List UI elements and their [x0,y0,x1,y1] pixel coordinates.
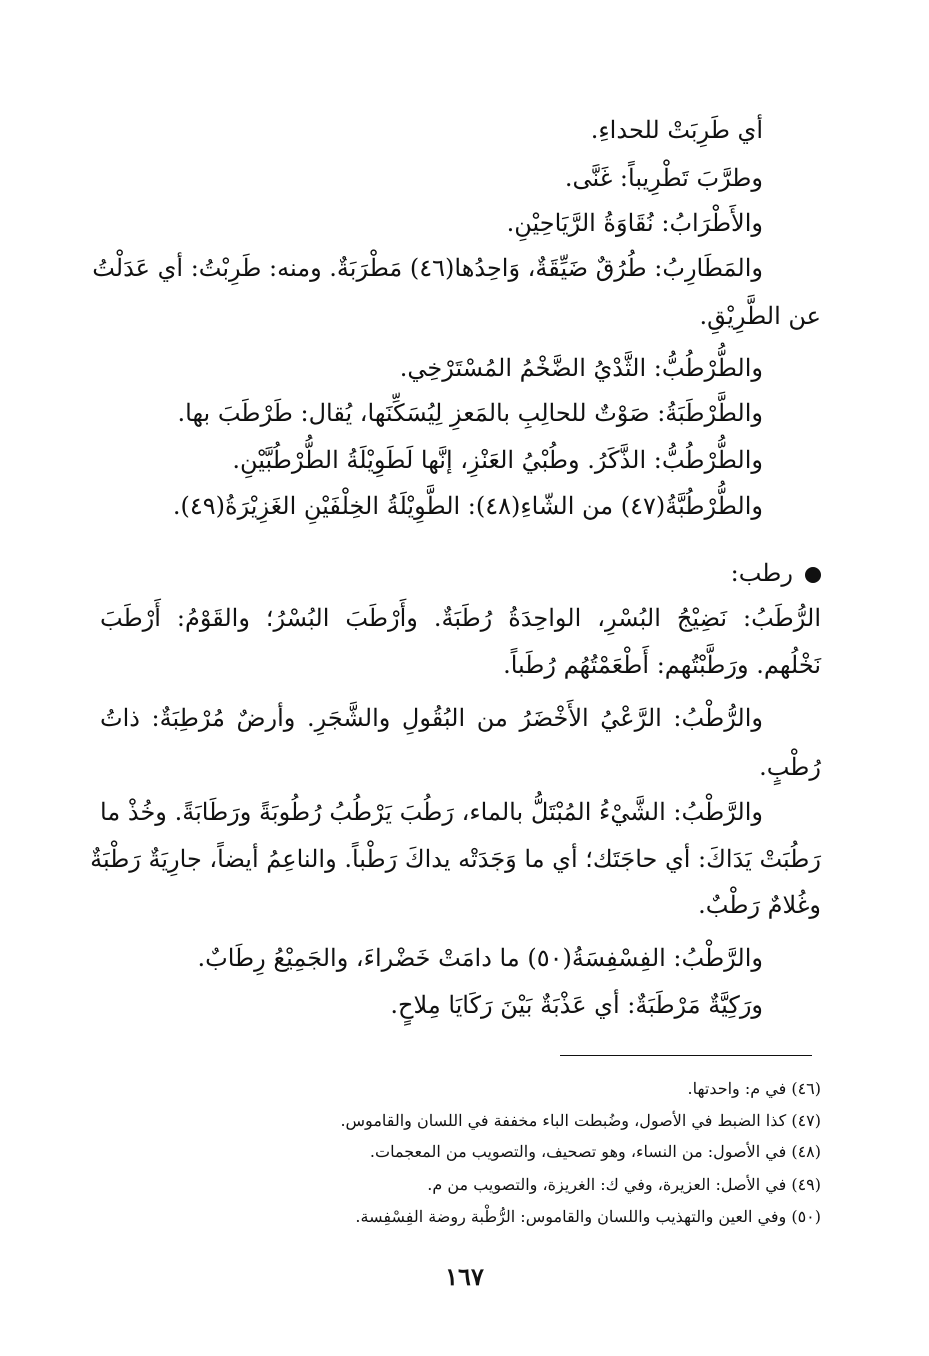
bullet-icon [805,567,821,583]
text-line-1: أي طَرِبَتْ للحداءِ. [590,116,763,144]
text-line-8: والطُّرْطُبُّ: الذَّكَرُ. وطُبْيُ العَنْزِ، إنَّها لَطَوِيْلَةُ الطُّرْطُبَّيْنِ. [232,446,763,474]
text-line-10: الرُّطَبُ: نَضِيْجُ البُسْرِ، الواحِدَةُ رُطَبَةٌ. وأَرْطَبَ البُسْرُ؛ والقَوْمُ: أَرْطَبَ [100,604,821,632]
entry-heading-text: رطب: [730,559,793,587]
text-line-9: والطُّرْطُبَّةُ(٤٧) من الشّاءِ(٤٨): الطَّوِيْلَةُ الخِلْفَيْنِ الغَزِيْرَةُ(٤٩). [172,492,763,520]
text-line-2: وطرَّبَ تَطْرِيباً: غَنَّى. [564,164,763,192]
text-line-15: رَطُبَتْ يَدَاكَ: أي حاجَتَك؛ أي ما وَجَدَتْه يداكَ رَطْباً. والناعِمُ أيضاً، جارِيَةٌ رَطْبَةٌ [90,845,821,873]
main-text [90,0,821,1050]
text-line-4: والمَطَارِبُ: طُرُقٌ ضَيِّقَةٌ، وَاحِدُها(٤٦) مَطْرَبَةٌ. ومنه: طَرِبْتُ: أي عَدَلْتُ [92,254,763,282]
text-line-7: والطَّرْطَبَةُ: صَوْتٌ للحالِبِ بالمَعزِ لِيُسَكِّنَها، يُقال: طَرْطَبَ بها. [177,399,763,427]
footnote-47: (٤٧) كذا الضبط في الأصول، وضُبطت الباء مخففة في اللسان والقاموس. [340,1111,821,1130]
page-number: ١٦٧ [445,1262,484,1291]
text-line-11: نَخْلُهم. ورَطَّبْتُهم: أَطْعَمْتُهُم رُطَباً. [503,651,821,679]
text-line-3: والأَطْرَابُ: نُقَاوَةُ الرَّيَاحِيْنِ. [506,209,763,237]
footnote-48: (٤٨) في الأصول: من النساء، وهو تصحيف، والتصويب من المعجمات. [369,1142,821,1161]
footnote-50: (٥٠) وفي العين والتهذيب واللسان والقاموس: الرُّطْبة روضة الفِسْفِسة. [355,1207,821,1226]
text-line-16: وغُلامٌ رَطْبٌ. [698,891,821,919]
text-line-12: والرُّطْبُ: الرَّعْيُ الأَخْضَرُ من البُقُولِ والشَّجَرِ. وأرضٌ مُرْطِبَةٌ: ذاتُ [100,704,763,732]
footnote-49: (٤٩) في الأصل: العزيرة، وفي ك: الغريزة، والتصويب من م. [427,1175,821,1194]
text-line-13: رُطْبٍ. [759,753,821,781]
text-line-5: عن الطَّرِيْقِ. [699,302,821,330]
footnote-46: (٤٦) في م: واحدتها. [687,1079,821,1098]
footnote-divider [560,1055,812,1056]
text-line-6: والطُّرْطُبُّ: الثَّدْيُ الضَّخْمُ المُسْتَرْخِي. [399,354,763,382]
text-line-17: والرَّطْبُ: الفِسْفِسَةُ(٥٠) ما دامَتْ خَضْراءَ، والجَمِيْعُ رِطَابٌ. [197,944,763,972]
entry-heading [731,548,821,598]
text-line-18: ورَكِيَّةٌ مَرْطَبَةٌ: أي عَذْبَةٌ بَيْنَ رَكَايَا مِلاحٍ. [390,991,763,1019]
text-line-14: والرَّطْبُ: الشَّيْءُ المُبْتَلُّ بالماء، رَطُبَ يَرْطُبُ رُطُوبَةً ورَطَابَةً. وخُذْ ما [100,798,763,826]
